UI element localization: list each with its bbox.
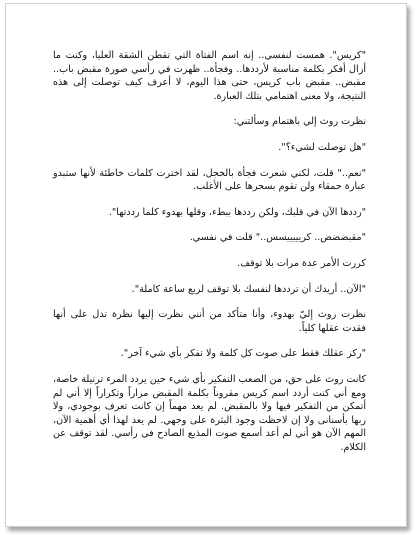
paragraph: كانت روث على حق، من الصعب التفكير بأي شيء حين يردد المرء ترتيلة خاصة، ومع أني كنت أردد اسم كريس مقروناً بكلمة المقبض مراراً وتكراراً إلا أني لم أتمكن من التفكير فيها ولا بالمقبض. لم يعد مهماً إن كانت تعرف بوجودي، ولا ربها بأسنانى ولا إن لاحظت وجود البثرة على وجهي. لم يعد لهذا أي أهمية الآن، المهم الآن هو أني لم أعد أسمع صوت المذيع الصادح في رأسي. لقد توقف عن الكلام. [53,373,366,453]
paragraph: نظرت روث إليّ بهدوء، وأنا متأكد من أنني نظرت إليها نظرة تدل على أنها فقدت عقلها كلياً. [53,309,366,334]
paragraph: "رددها الآن في قلبك، ولكن رددها ببطء، وقلها بهدوء كلما رددتها". [108,206,366,218]
paragraph: "ركز عقلك فقط على صوت كل كلمة ولا تفكر بأي شيء آخر". [120,348,366,360]
document-page [5,3,407,527]
paragraph: "نعم.." قلت، لكني شعرت فجأة بالخجل، لقد اخترت كلمات خاطئة لأنها ستبدو عبارة حمقاء ولن تقوم بسحرها على الأغلب. [53,167,366,193]
paragraph: كررت الأمر عدة مرات بلا توقف. [237,257,366,269]
page-body-text [53,49,366,464]
paragraph: "كريس". همست لنفسي.. إنه اسم الفتاة التي تقطن الشقة العليا، وكنت ما أزال أفكر بكلمة مناسبة لأرددها.. وفجأة.. ظهرت في رأسي صورة مقبض باب.. مقبض.. مقبض باب كريس، حتى هذا اليوم، لا أعرف كيف توصلت إلى هذه النتيجة، ولا معنى اهتمامي بتلك العبارة. [53,50,366,102]
paragraph: نظرت روث إلي باهتمام وسألتني: [233,116,366,128]
paragraph: "الآن.. أريدك أن ترددها لنفسك بلا توقف لربع ساعة كاملة". [131,283,366,295]
paragraph: "هل توصلت لشيء؟". [278,141,366,153]
paragraph: "مقبضضض.. كريييييسس.." قلت في نفسي. [189,232,366,244]
